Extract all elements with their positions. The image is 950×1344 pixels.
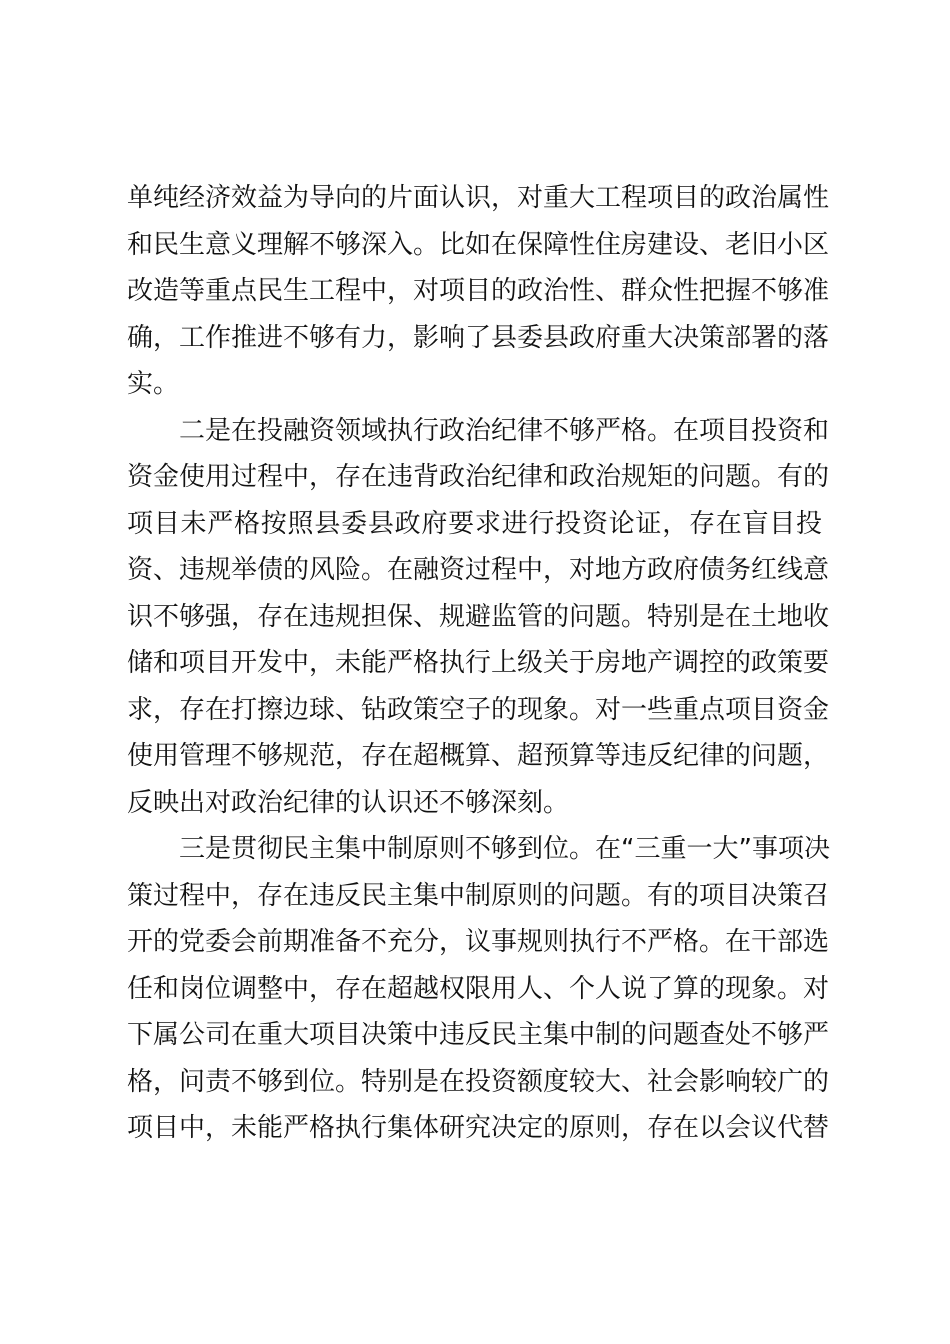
text-line: 二是在投融资领域执行政治纪律不够严格。在项目投资和 <box>179 415 830 446</box>
document-body <box>127 175 830 1152</box>
paragraph-3 <box>127 826 830 1152</box>
text-line: 实。 <box>127 369 180 399</box>
text-line: 识不够强，存在违规担保、规避监管的问题。特别是在土地收 <box>127 601 830 632</box>
text-line: 项目中，未能严格执行集体研究决定的原则，存在以会议代替 <box>127 1113 830 1143</box>
text-line: 任和岗位调整中，存在超越权限用人、个人说了算的现象。对 <box>127 973 830 1004</box>
text-line: 资、违规举债的风险。在融资过程中，对地方政府债务红线意 <box>127 555 830 585</box>
text-line: 三是贯彻民主集中制原则不够到位。在“三重一大”事项决 <box>179 834 830 864</box>
paragraph-1 <box>127 175 830 408</box>
text-line: 开的党委会前期准备不充分，议事规则执行不严格。在干部选 <box>127 927 830 957</box>
text-line: 格，问责不够到位。特别是在投资额度较大、社会影响较广的 <box>127 1066 830 1097</box>
text-line: 改造等重点民生工程中，对项目的政治性、群众性把握不够准 <box>127 276 830 306</box>
text-line: 策过程中，存在违反民主集中制原则的问题。有的项目决策召 <box>127 880 830 911</box>
text-line: 反映出对政治纪律的认识还不够深刻。 <box>127 787 570 818</box>
text-line: 和民生意义理解不够深入。比如在保障性住房建设、老旧小区 <box>127 229 830 260</box>
paragraph-2 <box>127 408 830 827</box>
text-line: 项目未严格按照县委县政府要求进行投资论证，存在盲目投 <box>127 508 822 539</box>
text-line: 确，工作推进不够有力，影响了县委县政府重大决策部署的落 <box>127 322 830 353</box>
text-line: 单纯经济效益为导向的片面认识，对重大工程项目的政治属性 <box>127 183 830 213</box>
text-line: 资金使用过程中，存在违背政治纪律和政治规矩的问题。有的 <box>127 462 830 492</box>
text-line: 求，存在打擦边球、钻政策空子的现象。对一些重点项目资金 <box>127 694 830 725</box>
text-line: 储和项目开发中，未能严格执行上级关于房地产调控的政策要 <box>127 648 830 678</box>
text-line: 使用管理不够规范，存在超概算、超预算等违反纪律的问题， <box>127 741 830 771</box>
text-line: 下属公司在重大项目决策中违反民主集中制的问题查处不够严 <box>127 1020 830 1050</box>
